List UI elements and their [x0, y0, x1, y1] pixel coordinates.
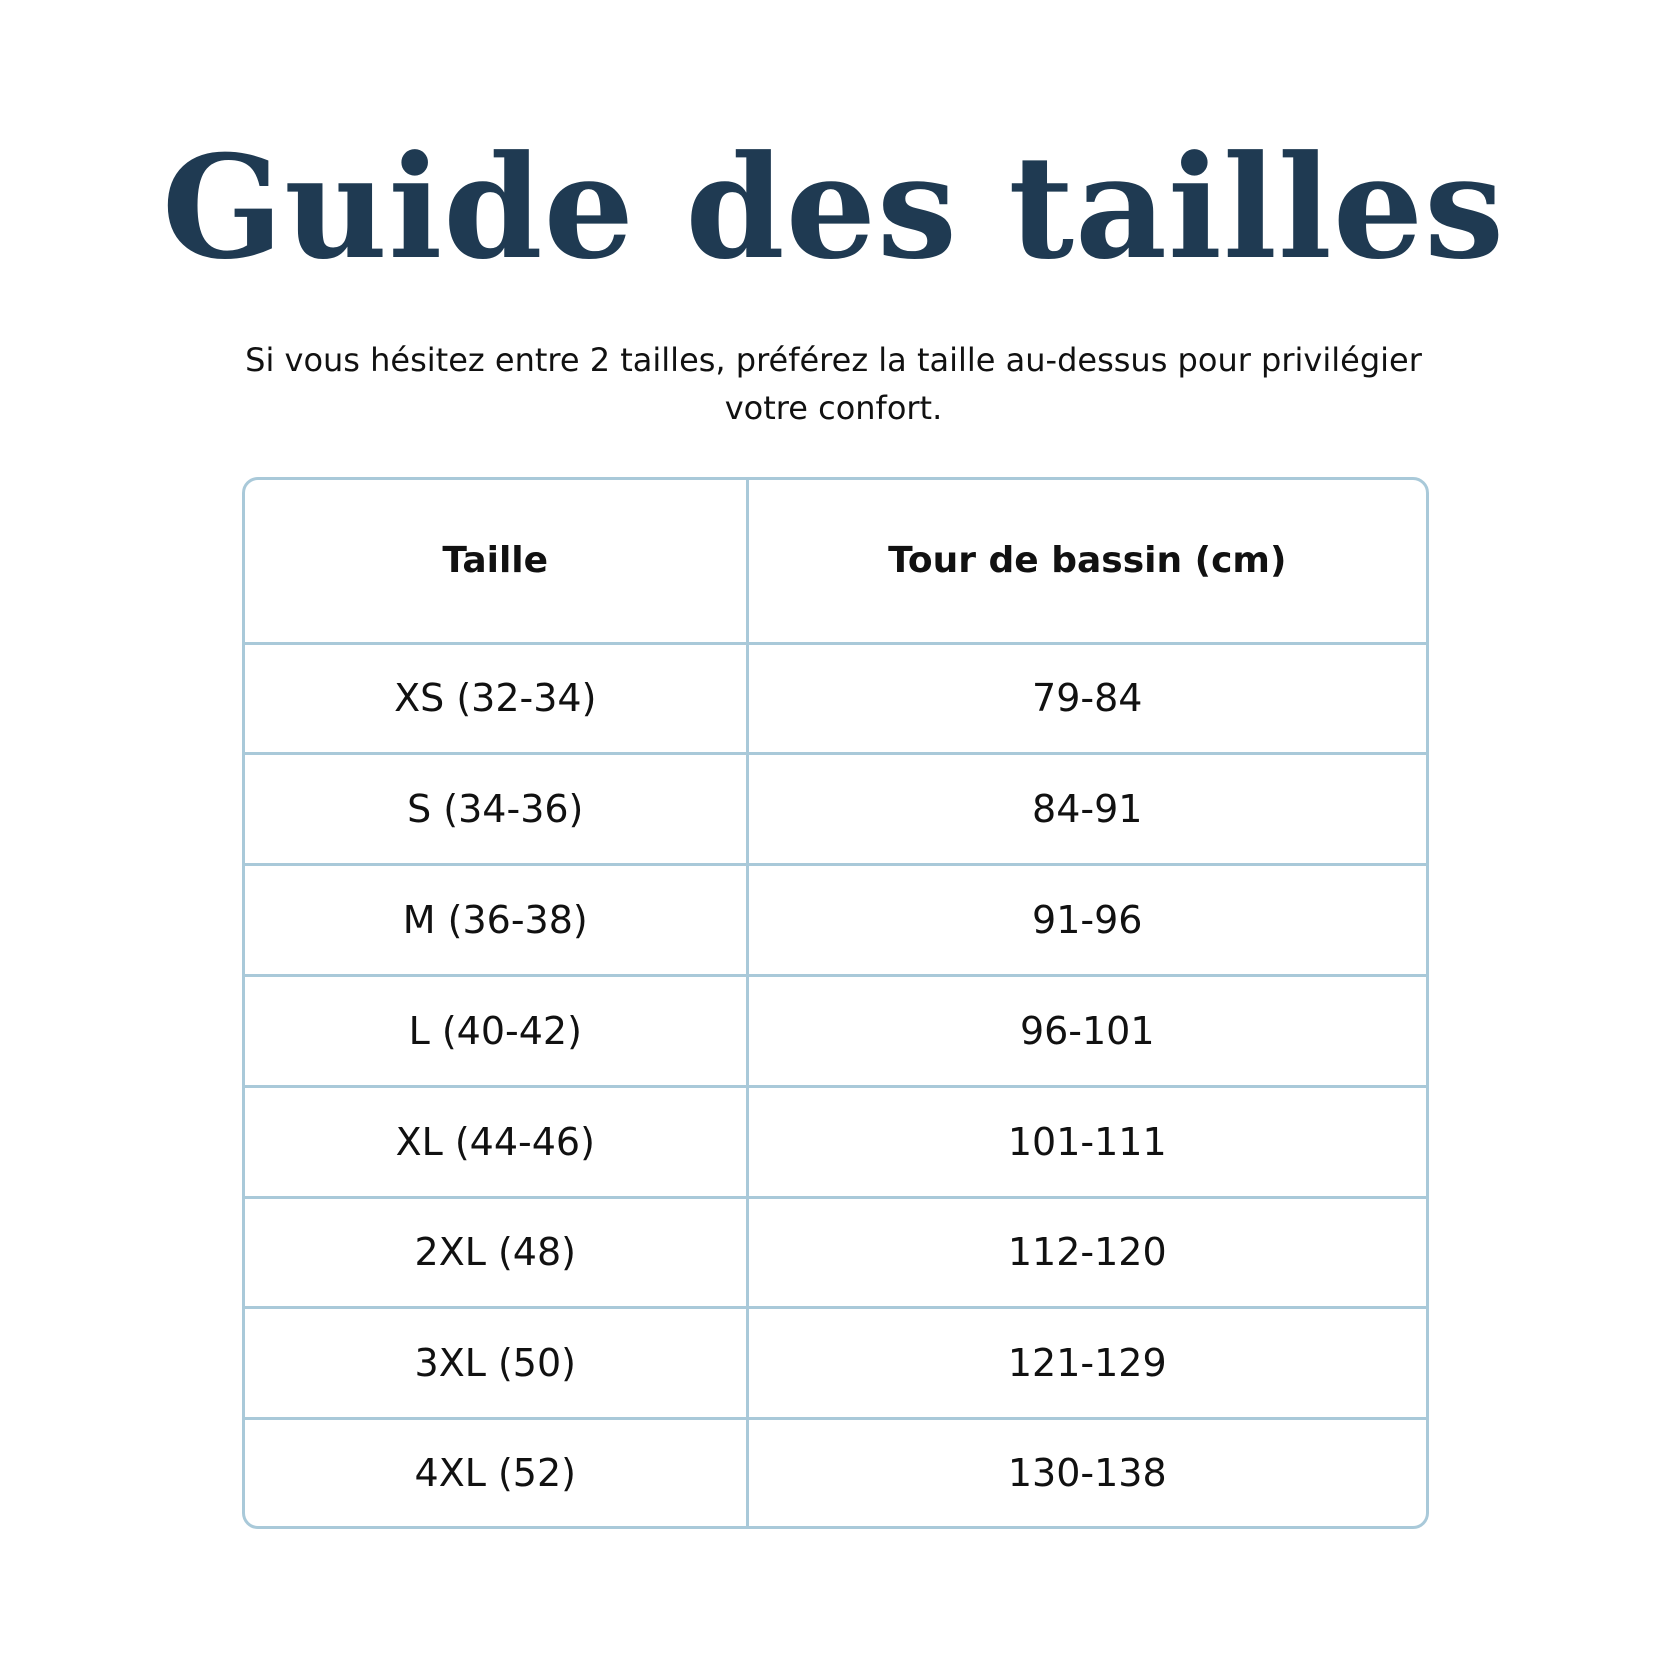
- hip-cell: 101-111: [747, 1086, 1426, 1197]
- hip-cell: 121-129: [747, 1308, 1426, 1419]
- table-row: [245, 1086, 1426, 1197]
- size-cell: M (36-38): [245, 865, 747, 976]
- size-table-grid: [245, 480, 1426, 1526]
- hip-cell: 130-138: [747, 1419, 1426, 1526]
- hip-cell: 91-96: [747, 865, 1426, 976]
- hip-cell: 96-101: [747, 975, 1426, 1086]
- table-header-row: [245, 480, 1426, 643]
- table-row: [245, 754, 1426, 865]
- page-title: Guide des tailles: [161, 125, 1506, 291]
- table-row: [245, 975, 1426, 1086]
- hip-cell: 84-91: [747, 754, 1426, 865]
- size-cell: 2XL (48): [245, 1197, 747, 1308]
- size-cell: XL (44-46): [245, 1086, 747, 1197]
- size-table: [242, 477, 1429, 1529]
- table-row: [245, 643, 1426, 754]
- page-subtitle: Si vous hésitez entre 2 tailles, préférez la taille au-dessus pour privilégier votre confort.: [245, 341, 1422, 427]
- table-row: [245, 1419, 1426, 1526]
- column-header-hip: Tour de bassin (cm): [747, 480, 1426, 643]
- size-cell: XS (32-34): [245, 643, 747, 754]
- table-row: [245, 865, 1426, 976]
- size-cell: 3XL (50): [245, 1308, 747, 1419]
- hip-cell: 79-84: [747, 643, 1426, 754]
- column-header-size: Taille: [245, 480, 747, 643]
- table-row: [245, 1308, 1426, 1419]
- size-cell: L (40-42): [245, 975, 747, 1086]
- size-cell: 4XL (52): [245, 1419, 747, 1526]
- hip-cell: 112-120: [747, 1197, 1426, 1308]
- size-cell: S (34-36): [245, 754, 747, 865]
- table-row: [245, 1197, 1426, 1308]
